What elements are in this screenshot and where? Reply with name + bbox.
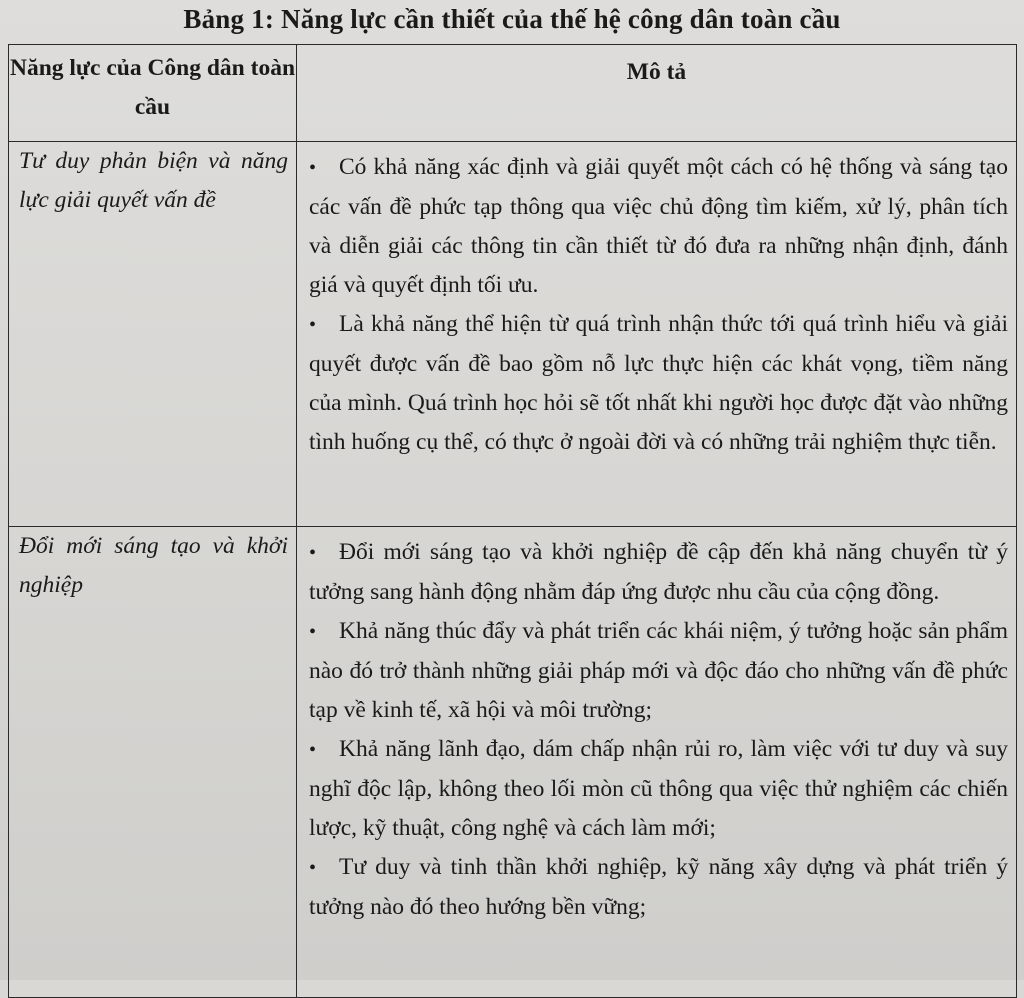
header-description: Mô tả: [297, 45, 1017, 142]
table-header-row: [9, 45, 1017, 142]
competency-name: Đổi mới sáng tạo và khởi nghiệp: [9, 527, 297, 998]
table-caption: Bảng 1: Năng lực cần thiết của thế hệ công dân toàn cầu: [183, 4, 841, 34]
bullet-dot-icon: •: [309, 857, 317, 879]
table-row: [9, 527, 1017, 998]
bullet-dot-icon: •: [309, 739, 317, 761]
bullet-text: Tư duy và tinh thần khởi nghiệp, kỹ năng xây dựng và phát triển ý tưởng nào đó theo hướng bền vững;: [309, 854, 1008, 920]
description-bullet: [309, 730, 1008, 848]
bullet-text: Khả năng lãnh đạo, dám chấp nhận rủi ro, làm việc với tư duy và suy nghĩ độc lập, không theo lối mòn cũ thông qua việc thử nghiệm các chiến lược, kỹ thuật, công nghệ và cách làm mới;: [309, 736, 1008, 841]
bullet-text: Có khả năng xác định và giải quyết một cách có hệ thống và sáng tạo các vấn đề phức tạp thông qua việc chủ động tìm kiếm, xử lý, phân tích và diễn giải các thông tin cần thiết từ đó đưa ra những nhận định, đánh giá và quyết định tối ưu.: [309, 154, 1008, 298]
bullet-dot-icon: •: [309, 157, 317, 179]
table-row: [9, 142, 1017, 527]
bullet-dot-icon: •: [309, 314, 317, 336]
competency-description: [297, 142, 1017, 527]
description-bullet: [309, 848, 1008, 927]
bullet-text: Là khả năng thể hiện từ quá trình nhận thức tới quá trình hiểu và giải quyết được vấn đề bao gồm nỗ lực thực hiện các khát vọng, tiềm năng của mình. Quá trình học hỏi sẽ tốt nhất khi người học được đặt vào những tình huống cụ thể, có thực ở ngoài đời và có những trải nghiệm thực tiễn.: [309, 311, 1008, 455]
description-bullet: [309, 612, 1008, 730]
header-competency: Năng lực của Công dân toàn cầu: [9, 45, 297, 142]
bullet-text: Khả năng thúc đẩy và phát triển các khái niệm, ý tưởng hoặc sản phẩm nào đó trở thành những giải pháp mới và độc đáo cho những vấn đề phức tạp về kinh tế, xã hội và môi trường;: [309, 618, 1008, 723]
bullet-dot-icon: •: [309, 621, 317, 643]
bullet-text: Đổi mới sáng tạo và khởi nghiệp đề cập đến khả năng chuyển từ ý tưởng sang hành động nhằm đáp ứng được nhu cầu của cộng đồng.: [309, 539, 1008, 605]
bullet-dot-icon: •: [309, 542, 317, 564]
competency-name: Tư duy phản biện và năng lực giải quyết vấn đề: [9, 142, 297, 527]
competency-description: [297, 527, 1017, 998]
description-bullet: [309, 148, 1008, 305]
description-bullet: [309, 305, 1008, 462]
competency-table: [8, 44, 1017, 998]
description-bullet: [309, 533, 1008, 612]
